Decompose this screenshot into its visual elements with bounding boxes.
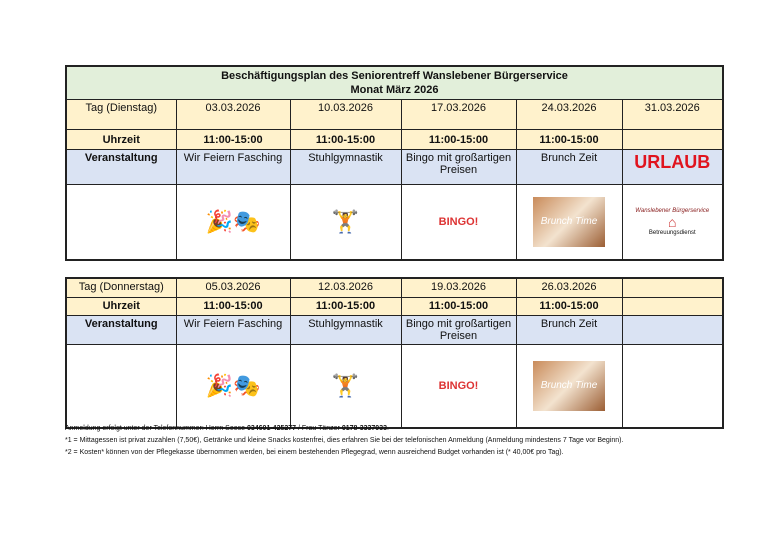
time-cell bbox=[622, 297, 723, 315]
brunch-image bbox=[516, 344, 622, 428]
brunch-text: Brunch Time bbox=[533, 197, 605, 247]
empty-cell bbox=[66, 344, 176, 428]
time-cell: 11:00-15:00 bbox=[401, 130, 516, 150]
time-cell: 11:00-15:00 bbox=[401, 297, 516, 315]
phone-seese: 034601-425277 bbox=[246, 425, 297, 432]
chair-exercise-icon: 🏋️ bbox=[290, 185, 401, 260]
time-cell: 11:00-15:00 bbox=[176, 130, 290, 150]
party-mask-icon: 🎉🎭 bbox=[176, 185, 290, 260]
time-label: Uhrzeit bbox=[66, 297, 176, 315]
vacation-cell: URLAUB bbox=[622, 150, 723, 185]
logo-text: Wanslebener Bürgerservice bbox=[635, 207, 710, 214]
time-cell: 11:00-15:00 bbox=[290, 130, 401, 150]
event-cell bbox=[622, 315, 723, 344]
contact-text: / Frau Tänzer bbox=[296, 425, 342, 432]
day-label: Tag (Donnerstag) bbox=[66, 278, 176, 297]
time-cell: 11:00-15:00 bbox=[176, 297, 290, 315]
tuesday-schedule-table bbox=[65, 65, 724, 261]
logo bbox=[622, 185, 723, 260]
date-cell: 12.03.2026 bbox=[290, 278, 401, 297]
time-label: Uhrzeit bbox=[66, 130, 176, 150]
event-cell: Bingo mit großartigen Preisen bbox=[401, 150, 516, 185]
month-text: Monat März 2026 bbox=[350, 84, 439, 96]
schedule-title bbox=[66, 66, 723, 100]
event-cell: Wir Feiern Fasching bbox=[176, 315, 290, 344]
date-cell: 10.03.2026 bbox=[290, 100, 401, 130]
time-cell: 11:00-15:00 bbox=[516, 130, 622, 150]
event-label: Veranstaltung bbox=[66, 315, 176, 344]
date-cell: 19.03.2026 bbox=[401, 278, 516, 297]
contact-line bbox=[65, 425, 389, 432]
brunch-text: Brunch Time bbox=[533, 361, 605, 411]
date-cell: 24.03.2026 bbox=[516, 100, 622, 130]
event-cell: Stuhlgymnastik bbox=[290, 150, 401, 185]
title-text: Beschäftigungsplan des Seniorentreff Wanslebener Bürgerservice bbox=[221, 70, 568, 82]
bingo-icon: BINGO! bbox=[401, 344, 516, 428]
date-cell: 17.03.2026 bbox=[401, 100, 516, 130]
event-cell: Brunch Zeit bbox=[516, 150, 622, 185]
house-icon: ⌂ bbox=[668, 213, 677, 230]
bingo-icon: BINGO! bbox=[401, 185, 516, 260]
logo-sub: Betreuungsdienst bbox=[648, 229, 696, 236]
day-label: Tag (Dienstag) bbox=[66, 100, 176, 130]
phone-taenzer: 0178-3337033 bbox=[341, 425, 387, 432]
date-cell bbox=[622, 278, 723, 297]
time-cell: 11:00-15:00 bbox=[290, 297, 401, 315]
date-cell: 03.03.2026 bbox=[176, 100, 290, 130]
empty-cell bbox=[66, 185, 176, 260]
contact-text: Anmeldung erfolgt unter der Telefonnummer: Herrn Seese bbox=[65, 425, 247, 432]
event-cell: Brunch Zeit bbox=[516, 315, 622, 344]
event-cell: Stuhlgymnastik bbox=[290, 315, 401, 344]
empty-cell bbox=[622, 344, 723, 428]
thursday-schedule-table bbox=[65, 277, 724, 429]
brunch-image bbox=[516, 185, 622, 260]
date-cell: 26.03.2026 bbox=[516, 278, 622, 297]
event-label: Veranstaltung bbox=[66, 150, 176, 185]
time-cell: 11:00-15:00 bbox=[516, 297, 622, 315]
footnote-1: *1 = Mittagessen ist privat zuzahlen (7,50€), Getränke und kleine Snacks kostenfrei, dies erfahren Sie bei der telefonischen Anmeldung (Anmeldung mindestens 7 Tage vor Beginn). bbox=[65, 437, 624, 444]
time-cell bbox=[622, 130, 723, 150]
party-mask-icon: 🎉🎭 bbox=[176, 344, 290, 428]
event-cell: Wir Feiern Fasching bbox=[176, 150, 290, 185]
date-cell: 05.03.2026 bbox=[176, 278, 290, 297]
event-cell: Bingo mit großartigen Preisen bbox=[401, 315, 516, 344]
contact-text: . bbox=[386, 425, 389, 432]
date-cell: 31.03.2026 bbox=[622, 100, 723, 130]
footnote-2: *2 = Kosten* können von der Pflegekasse übernommen werden, bei einem bestehenden Pflegegrad, wenn ausreichend Budget vorhanden ist (* 40,00€ pro Tag). bbox=[65, 449, 564, 456]
chair-exercise-icon: 🏋️ bbox=[290, 344, 401, 428]
